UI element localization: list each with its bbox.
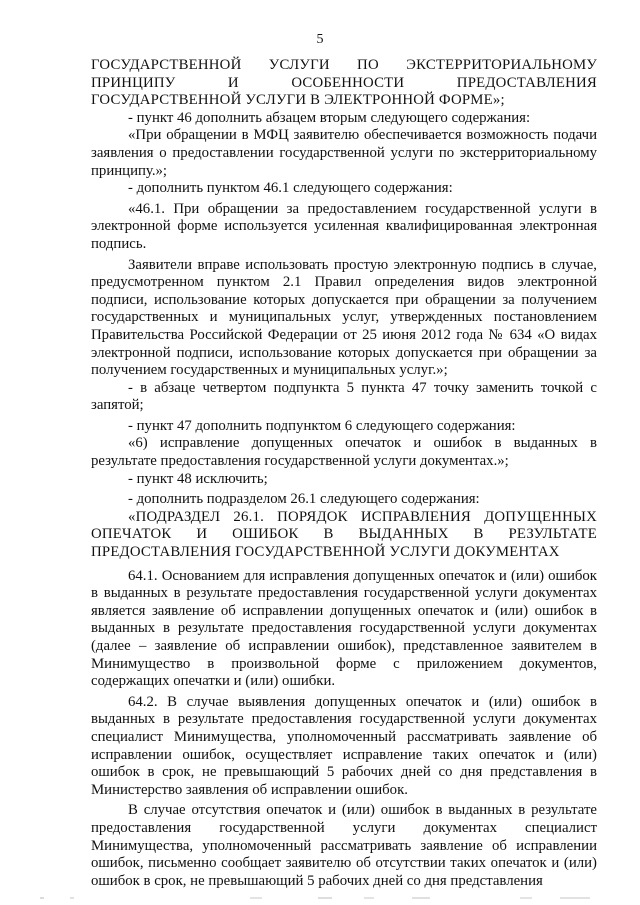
quoted-text: «6) исправление допущенных опечаток и ошибок в выданных в результате предоставления государственной услуги документах.»; (91, 435, 597, 470)
body-paragraph: 64.2. В случае выявления допущенных опечаток и (или) ошибок в выданных в результате предоставления государственной услуги документах специалист Минимущества, уполномоченный рассматривать заявление об исправлении ошибок, осуществляет исправление таких опечаток и (или) ошибок в срок, не превышающий 5 рабочих дней со дня представления в Министерство заявления об исправлении ошибок. (91, 693, 597, 798)
quoted-text: «При обращении в МФЦ заявителю обеспечивается возможность подачи заявления о предоставлении государственной услуги по экстерриториальному принципу.»; (91, 127, 597, 179)
body-paragraph: Заявители вправе использовать простую электронную подпись в случае, предусмотренном пунктом 2.1 Правил определения видов электронной подписи, использование которых допускается при обращении за получением государственных и муниципальных услуг, утвержденных постановлением Правительства Российской Федерации от 25 июня 2012 года № 634 «О видах электронной подписи, использование которых допускается при обращении за получением государственных и муниципальных услуг.»; (91, 256, 597, 379)
amendment-item: - пункт 46 дополнить абзацем вторым следующего содержания: (128, 109, 531, 126)
scan-edge-marks (0, 892, 640, 902)
body-paragraph: В случае отсутствия опечаток и (или) ошибок в выданных в результате предоставления государственной услуги документах специалист Минимущества, уполномоченный рассматривать заявление об исправлении ошибок, письменно сообщает заявителю об отсутствии таких опечаток и (или) ошибок в срок, не превышающий 5 рабочих дней со дня представления (91, 802, 597, 889)
subsection-title: «ПОДРАЗДЕЛ 26.1. ПОРЯДОК ИСПРАВЛЕНИЯ ДОПУЩЕННЫХ ОПЕЧАТОК И ОШИБОК В ВЫДАННЫХ В РЕЗУЛЬТАТЕ ПРЕДОСТАВЛЕНИЯ ГОСУДАРСТВЕННОЙ УСЛУГИ ДОКУМЕНТАХ (91, 508, 597, 561)
amendment-item: - пункт 47 дополнить подпунктом 6 следующего содержания: (128, 417, 516, 434)
amendment-item: - пункт 48 исключить; (128, 470, 268, 487)
page-number: 5 (316, 32, 324, 47)
document-body (91, 57, 597, 890)
amendment-item: - в абзаце четвертом подпункта 5 пункта 47 точку заменить точкой с запятой; (91, 379, 597, 414)
quoted-text: «46.1. При обращении за предоставлением государственной услуги в электронной форме используется усиленная квалифицированная электронная подпись. (91, 200, 597, 252)
amendment-item: - дополнить подразделом 26.1 следующего содержания: (128, 491, 480, 508)
section-title-continuation: ГОСУДАРСТВЕННОЙ УСЛУГИ ПО ЭКСТЕРРИТОРИАЛЬНОМУ ПРИНЦИПУ И ОСОБЕННОСТИ ПРЕДОСТАВЛЕНИЯ ГОСУДАРСТВЕННОЙ УСЛУГИ В ЭЛЕКТРОННОЙ ФОРМЕ»; (91, 57, 597, 109)
amendment-item: - дополнить пунктом 46.1 следующего содержания: (128, 180, 453, 197)
body-paragraph: 64.1. Основанием для исправления допущенных опечаток и (или) ошибок в выданных в результате предоставления государственной услуги документах является заявление об исправлении допущенных опечаток и (или) ошибок в выданных в результате предоставления государственной услуги документах (далее – заявление об исправлении ошибок), представленное заявителем в Минимущество в произвольной форме с приложением документов, содержащих опечатки и (или) ошибки. (91, 567, 597, 690)
